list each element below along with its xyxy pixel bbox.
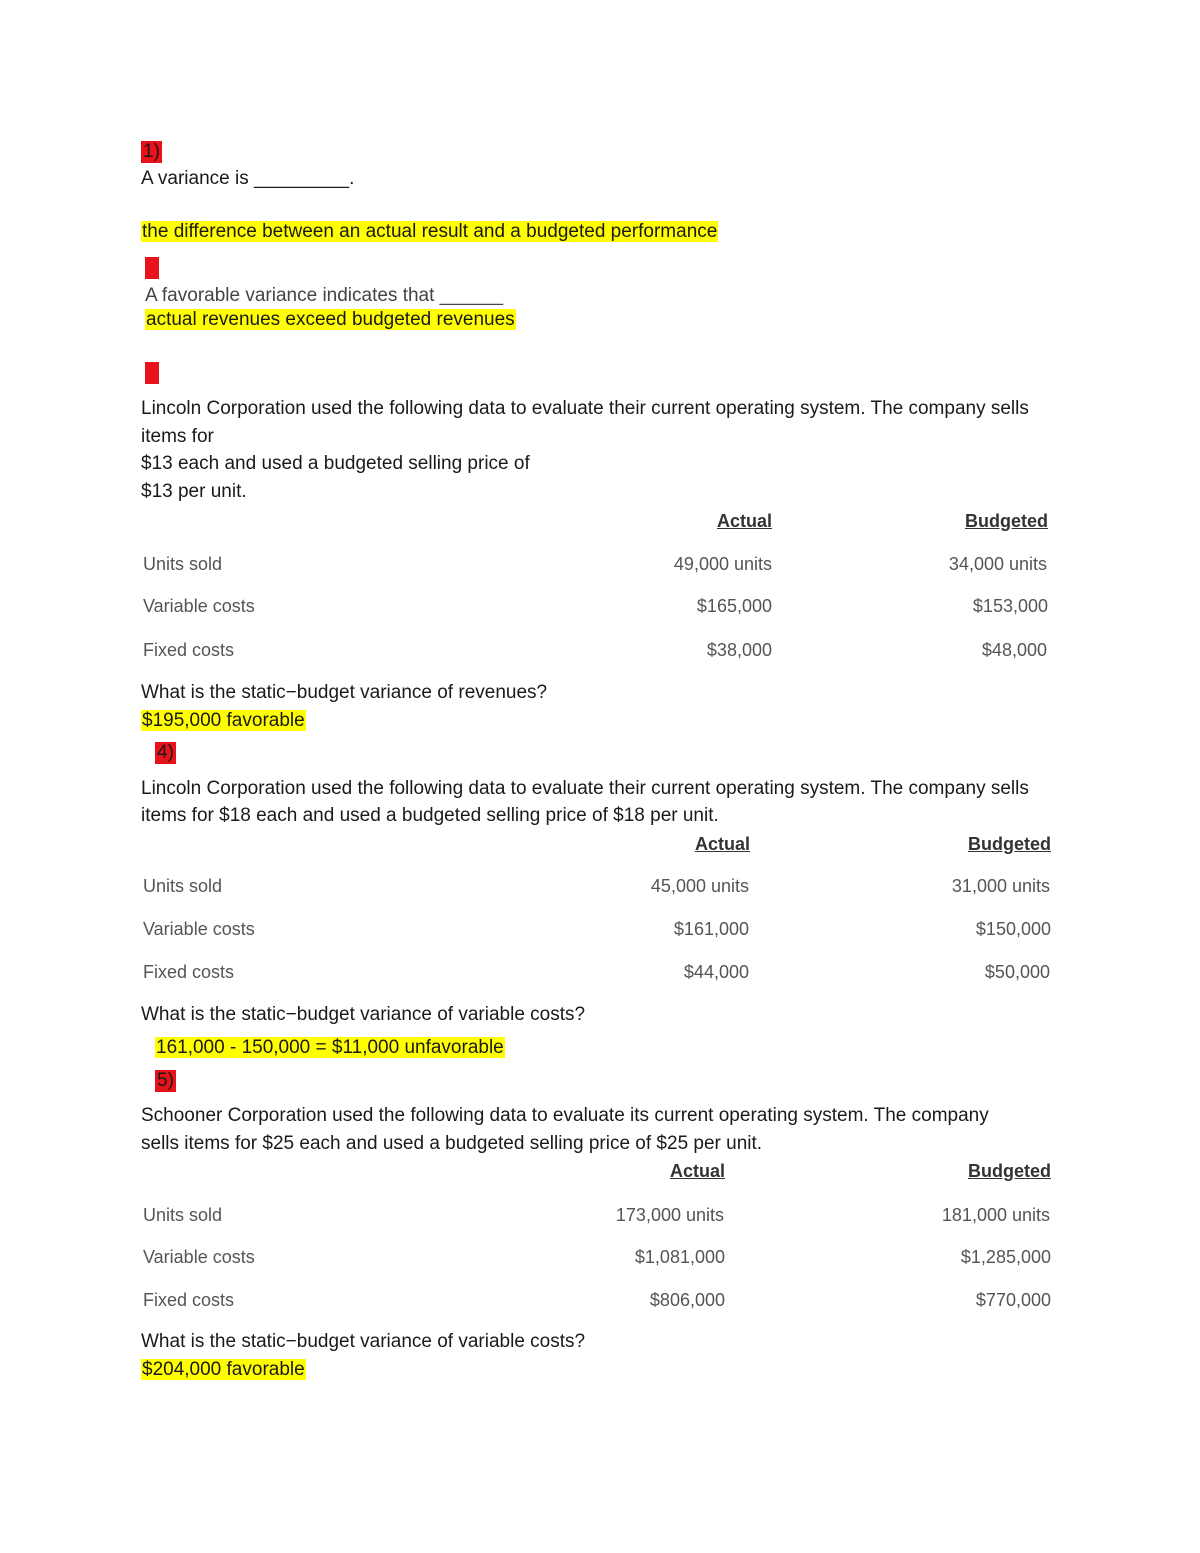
q1-question: A variance is _________. [141, 168, 355, 189]
q3-number [145, 362, 159, 384]
q3-row-label: Variable costs [143, 596, 255, 616]
q4-question: What is the static−budget variance of variable costs? [141, 1004, 586, 1025]
q2-answer: actual revenues exceed budgeted revenues [146, 309, 515, 330]
q3-row-actual: $38,000 [706, 640, 772, 660]
q5-header-budgeted: Budgeted [968, 1161, 1051, 1181]
q3-intro-line-1: Lincoln Corporation used the following data to evaluate their current operating system. The company sells [141, 398, 1029, 419]
q5-header-actual: Actual [669, 1161, 725, 1181]
q3-number-badge [145, 362, 159, 389]
q3-row-actual: $165,000 [696, 596, 772, 616]
q4-row-label: Fixed costs [143, 962, 235, 982]
q4-row-actual: 45,000 units [650, 876, 749, 896]
q5-answer-wrap [141, 1358, 306, 1382]
q4-row-actual: $161,000 [673, 919, 749, 939]
q5-question: What is the static−budget variance of variable costs? [141, 1331, 586, 1352]
q2-number-badge [145, 257, 159, 284]
q4-row-actual: $44,000 [683, 962, 749, 982]
q3-answer: $195,000 favorable [142, 710, 305, 731]
q1-number-badge [141, 141, 162, 163]
q5-row-budgeted: $770,000 [975, 1290, 1051, 1310]
q3-row-actual: 49,000 units [673, 554, 772, 574]
q2-number [145, 257, 159, 279]
q4-row-label: Variable costs [143, 919, 255, 939]
q5-row-budgeted: 181,000 units [941, 1205, 1050, 1225]
q5-answer: $204,000 favorable [142, 1359, 305, 1380]
q1-number: 1) [143, 141, 160, 162]
q5-row-label: Fixed costs [143, 1290, 235, 1310]
q4-number: 4) [157, 742, 174, 763]
q4-row-budgeted: 31,000 units [951, 876, 1050, 896]
q3-row-label: Units sold [143, 554, 223, 574]
q5-row-actual: $806,000 [649, 1290, 725, 1310]
q4-header-actual: Actual [694, 834, 750, 854]
q5-row-actual: 173,000 units [615, 1205, 724, 1225]
q4-answer: 161,000 - 150,000 = $11,000 unfavorable [156, 1037, 504, 1058]
q3-row-label: Fixed costs [143, 640, 235, 660]
q2-question: A favorable variance indicates that ______ [145, 285, 504, 306]
q1-answer-wrap [141, 220, 718, 244]
q5-row-label: Variable costs [143, 1247, 255, 1267]
q5-number-badge [155, 1070, 176, 1092]
q4-row-budgeted: $50,000 [984, 962, 1050, 982]
q3-row-budgeted: 34,000 units [948, 554, 1047, 574]
q3-intro-line-2: items for [141, 426, 214, 447]
q3-header-budgeted: Budgeted [965, 511, 1048, 531]
q4-intro-line-2: items for $18 each and used a budgeted selling price of $18 per unit. [141, 805, 719, 826]
q5-intro-line-2: sells items for $25 each and used a budgeted selling price of $25 per unit. [141, 1133, 763, 1154]
q3-header-actual: Actual [716, 511, 772, 531]
q1-answer: the difference between an actual result and a budgeted performance [142, 221, 718, 242]
q5-row-budgeted: $1,285,000 [960, 1247, 1051, 1267]
q2-answer-wrap [145, 308, 516, 332]
q5-intro-line-1: Schooner Corporation used the following data to evaluate its current operating system. The company [141, 1105, 989, 1126]
q5-number: 5) [157, 1070, 174, 1091]
q4-number-badge [155, 742, 176, 764]
q3-row-budgeted: $48,000 [981, 640, 1047, 660]
q4-answer-wrap [155, 1036, 505, 1060]
q4-row-label: Units sold [143, 876, 223, 896]
q3-intro-line-3: $13 each and used a budgeted selling price of [141, 453, 530, 474]
q4-row-budgeted: $150,000 [975, 919, 1051, 939]
q3-answer-wrap [141, 709, 306, 733]
q5-row-label: Units sold [143, 1205, 223, 1225]
q3-intro-line-4: $13 per unit. [141, 481, 247, 502]
q5-row-actual: $1,081,000 [634, 1247, 725, 1267]
q3-row-budgeted: $153,000 [972, 596, 1048, 616]
q3-question: What is the static−budget variance of revenues? [141, 682, 548, 703]
q4-header-budgeted: Budgeted [968, 834, 1051, 854]
q4-intro-line-1: Lincoln Corporation used the following data to evaluate their current operating system. The company sells [141, 778, 1029, 799]
